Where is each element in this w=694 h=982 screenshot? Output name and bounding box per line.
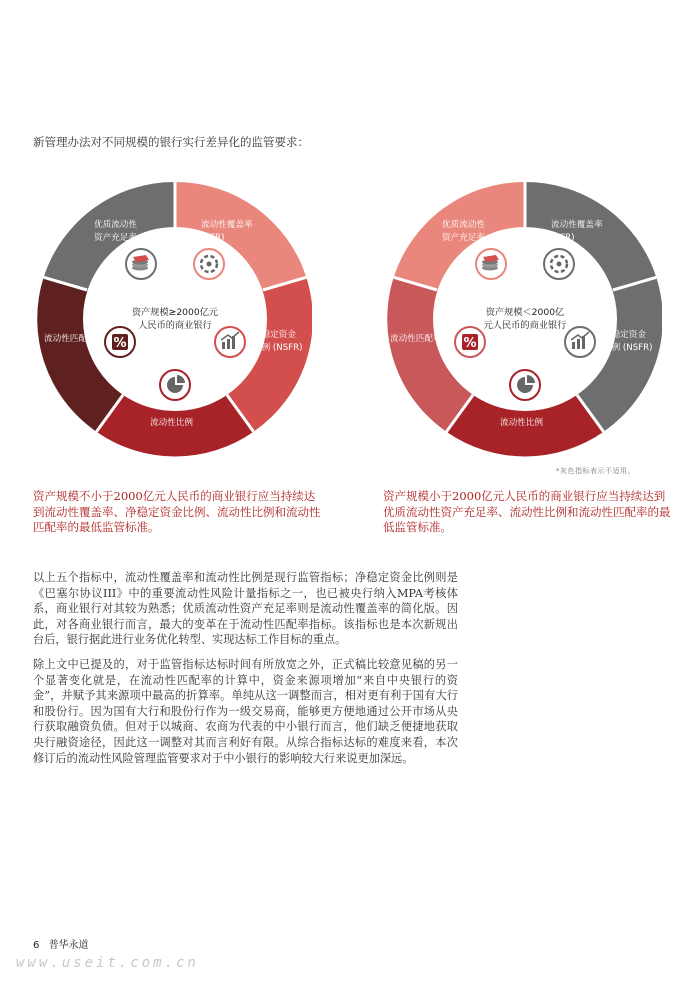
label-matching-ratio: 流动性匹配率 xyxy=(44,334,96,344)
body-paragraph-2: 除上文中已提及的，对于监管指标达标时间有所放宽之外，正式稿比较意见稿的另一个显著变化就是，在流动性匹配率的计算中，资金来源项增加“来自中央银行的资金”，并赋予其来源项中最高的折算率。单纯从这一调整而言，相对更有利于国有大行和股份行。因为国有大行和股份行作为一级交易商，能够更方便地通过公开市场从央行获取融资负债。但对于以城商、农商为代表的中小银行而言，他们缺乏便捷地获取央行融资途径，因此这一调整对其而言利好有限。从综合指标达标的难度来看，本次修订后的流动性风险管理监管要求对于中小银行的影响较大行来说更加深远。 xyxy=(33,658,458,765)
refresh-icon xyxy=(544,249,574,279)
coins-icon xyxy=(476,249,506,279)
label-matching-ratio: 流动性匹配率 xyxy=(390,334,442,344)
caption-large-banks: 资产规模不小于2000亿元人民币的商业银行应当持续达到流动性覆盖率、净稳定资金比例、流动性比例和流动性匹配率的最低监管标准。 xyxy=(33,489,321,534)
label-lcr: 流动性覆盖率 (LCR) xyxy=(201,220,253,243)
pie-chart-icon xyxy=(510,370,540,400)
refresh-icon xyxy=(194,249,224,279)
svg-text:%: % xyxy=(113,336,127,351)
page-number: 6 xyxy=(33,940,40,951)
center-label: 资产规模＜2000亿 元人民币的商业银行 xyxy=(483,307,567,331)
label-lcr: 流动性覆盖率 (LCR) xyxy=(551,220,603,243)
coins-icon xyxy=(126,249,156,279)
body-paragraph-1: 以上五个指标中，流动性覆盖率和流动性比例是现行监管指标；净稳定资金比例则是《巴塞尔协议III》中的重要流动性风险计量指标之一，也已被央行纳入MPA考核体系，商业银行对其较为熟悉；优质流动性资产充足率则是流动性覆盖率的简化版。因此，对各商业银行而言，最大的变革在于流动性匹配率指标。该指标也是本次新规出台后，银行据此进行业务优化转型、实现达标工作目标的重点。 xyxy=(33,571,458,647)
label-nsfr: 净稳定资金 比例 (NSFR) xyxy=(253,330,303,353)
caption-small-banks: 资产规模小于2000亿元人民币的商业银行应当持续达到优质流动性资产充足率、流动性比例和流动性匹配率的最低监管标准。 xyxy=(383,489,671,534)
label-liquidity-ratio: 流动性比例 xyxy=(500,418,543,428)
brand-name: 普华永道 xyxy=(48,940,89,951)
pie-chart-icon xyxy=(160,370,190,400)
label-nsfr: 净稳定资金 比例 (NSFR) xyxy=(603,330,653,353)
ring-chart-small-banks xyxy=(384,177,662,462)
svg-text:%: % xyxy=(463,336,477,351)
intro-text: 新管理办法对不同规模的银行实行差异化的监管要求： xyxy=(33,135,309,149)
ring-chart-large-banks xyxy=(34,177,312,462)
watermark: www.useit.com.cn xyxy=(16,955,199,971)
page-footer xyxy=(33,936,89,951)
label-hqla: 优质流动性 资产充足率 xyxy=(94,220,137,243)
footnote: *灰色指标表示不适用。 xyxy=(556,467,635,475)
label-liquidity-ratio: 流动性比例 xyxy=(150,418,193,428)
center-label: 资产规模≥2000亿元 人民币的商业银行 xyxy=(131,307,219,331)
label-hqla: 优质流动性 资产充足率 xyxy=(442,220,485,243)
